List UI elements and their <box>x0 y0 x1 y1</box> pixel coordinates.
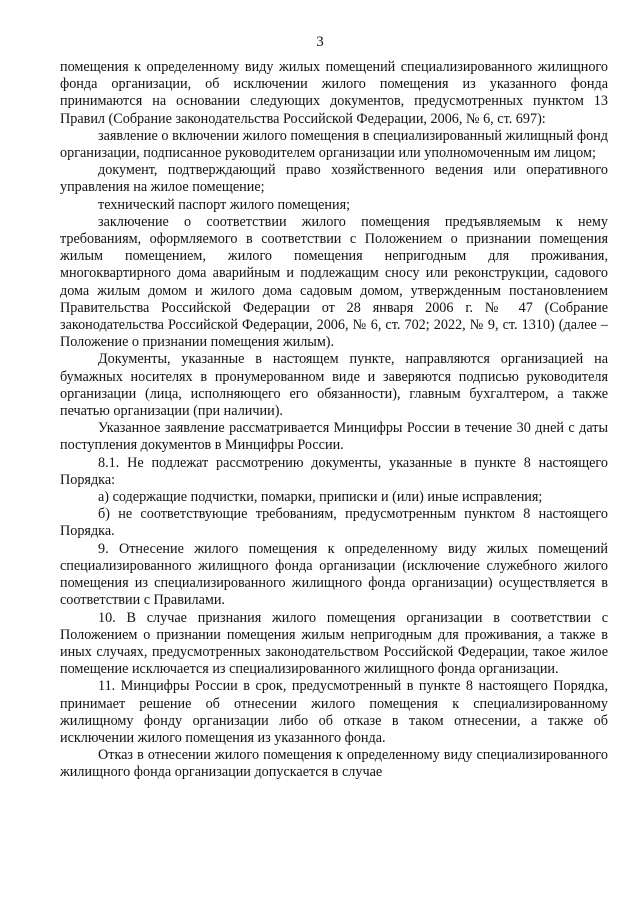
paragraph-refusal: Отказ в отнесении жилого помещения к определенному виду специализированного жилищного фонда организации допускается в случае <box>60 747 608 781</box>
paragraph-10: 10. В случае признания жилого помещения организации в соответствии с Положением о признании помещения жилым непригодным для проживания, а также в иных случаях, предусмотренных законодательством Российской Федерации, такое жилое помещение исключается из специализированного жилищного фонда организации. <box>60 609 608 678</box>
paragraph-ownership-document: документ, подтверждающий право хозяйственного ведения или оперативного управления на жилое помещение; <box>60 162 608 196</box>
paragraph-application: заявление о включении жилого помещения в специализированный жилищный фонд организации, подписанное руководителем организации или уполномоченным им лицом; <box>60 127 608 162</box>
document-body <box>60 59 608 782</box>
paragraph-continuation: помещения к определенному виду жилых помещений специализированного жилищного фонда организации, об исключении жилого помещения из указанного фонда принимаются на основании следующих документов, предусмотренных пунктом 13 Правил (Собрание законодательства Российской Федерации, 2006, № 6, ст. 697): <box>60 59 608 127</box>
page-number: 3 <box>316 34 324 50</box>
paragraph-8-1: 8.1. Не подлежат рассмотрению документы, указанные в пункте 8 настоящего Порядка: <box>60 454 608 488</box>
paragraph-8-1-b: б) не соответствующие требованиям, предусмотренным пунктом 8 настоящего Порядка. <box>60 506 608 540</box>
paragraph-documents-submission: Документы, указанные в настоящем пункте, направляются организацией на бумажных носителях в пронумерованном виде и заверяются подписью руководителя организации (лица, исполняющего его обязанности), главным бухгалтером, а также печатью организации (при наличии). <box>60 351 608 420</box>
paragraph-technical-passport: технический паспорт жилого помещения; <box>98 196 351 213</box>
paragraph-9: 9. Отнесение жилого помещения к определенному виду жилых помещений специализированного жилищного фонда организации (исключение служебного жилого помещения из специализированного жилищного фонда организации) осуществляется в соответствии с Правилами. <box>60 540 608 609</box>
paragraph-11: 11. Минцифры России в срок, предусмотренный в пункте 8 настоящего Порядка, принимает решение об отнесении жилого помещения к специализированному жилищному фонду организации либо об отказе в таком отнесении, а также об исключении жилого помещения из указанного фонда. <box>60 678 608 746</box>
paragraph-review-period: Указанное заявление рассматривается Минцифры России в течение 30 дней с даты поступления документов в Минцифры России. <box>60 420 608 454</box>
paragraph-conclusion: заключение о соответствии жилого помещения предъявляемым к нему требованиям, оформляемого в соответствии с Положением о признании помещения жилым помещением, жилого помещения непригодным для проживания, многоквартирного дома аварийным и подлежащим сносу или реконструкции, садового дома жилым домом и жилого дома садовым домом, утвержденным постановлением Правительства Российской Федерации от 28 января 2006 г. № 47 (Собрание законодательства Российской Федерации, 2006, № 6, ст. 702; 2022, № 9, ст. 1310) (далее – Положение о признании помещения жилым). <box>60 213 608 351</box>
paragraph-8-1-a: а) содержащие подчистки, помарки, приписки и (или) иные исправления; <box>98 489 543 506</box>
